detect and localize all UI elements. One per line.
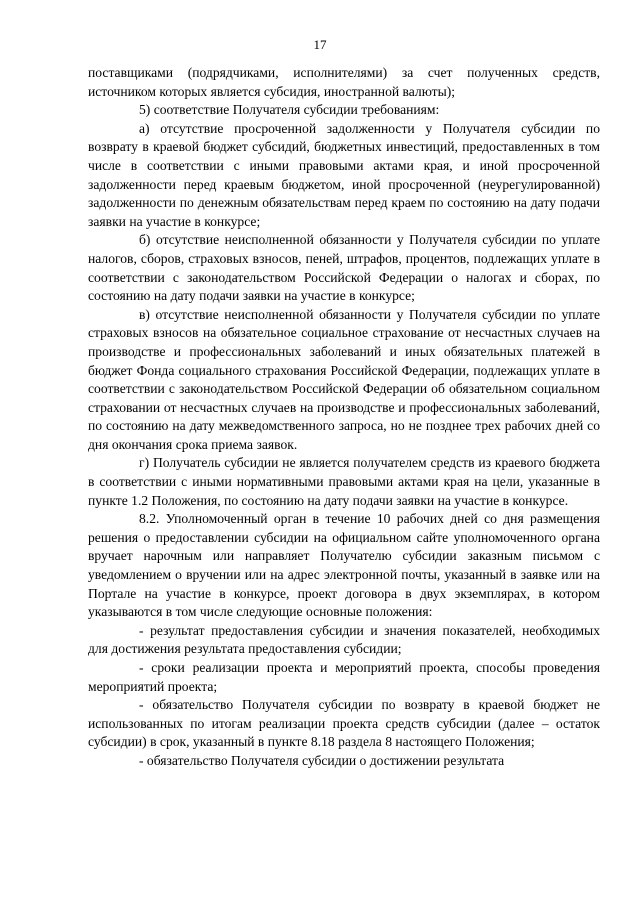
list-item-result: - результат предоставления субсидии и значения показателей, необходимых для достижения результата предоставления субсидии; [88, 622, 600, 657]
list-item-achievement-obligation: - обязательство Получателя субсидии о достижении результата [139, 752, 505, 768]
paragraph-item-v: в) отсутствие неисполненной обязанности у Получателя субсидии по уплате страховых взносов на обязательное социальное страхование от несчастных случаев на производстве и профессиональных заболеваний и иных обязательных платежей в бюджет Фонда социального страхования Российской Федерации, подлежащих уплате в соответствии с законодательством Российской Федерации об обязательном социальном страховании от несчастных случаев на производстве и профессиональных заболеваний, по состоянию на дату межведомственного запроса, но не позднее трех рабочих дней со дня окончания срока приема заявок. [88, 306, 600, 452]
paragraph-item-5: 5) соответствие Получателя субсидии требованиям: [139, 102, 440, 118]
paragraph-item-g: г) Получатель субсидии не является получателем средств из краевого бюджета в соответствии с иными нормативными правовыми актами края на цели, указанные в пункте 1.2 Положения, по состоянию на дату подачи заявки на участие в конкурсе. [88, 455, 600, 508]
paragraph-item-a: а) отсутствие просроченной задолженности у Получателя субсидии по возврату в краевой бюджет субсидий, бюджетных инвестиций, предоставленных в том числе в соответствии с иными правовыми актами края, и иной просроченной задолженности перед краевым бюджетом, иной просроченной (неурегулированной) задолженности по денежным обязательствам перед краем по состоянию на дату подачи заявки на участие в конкурсе; [88, 120, 600, 229]
document-body [88, 64, 600, 771]
paragraph-8-2: 8.2. Уполномоченный орган в течение 10 рабочих дней со дня размещения решения о предоставлении субсидии на официальном сайте уполномоченного органа вручает нарочным или направляет Получателю субсидии заказным письмом с уведомлением о вручении или на адрес электронной почты, указанный в заявке или на Портале на участие в конкурсе, проект договора в двух экземплярах, в котором указываются в том числе следующие основные положения: [88, 511, 600, 620]
list-item-terms: - сроки реализации проекта и мероприятий проекта, способы проведения мероприятий проекта; [88, 660, 600, 694]
list-item-return-obligation: - обязательство Получателя субсидии по возврату в краевой бюджет не использованных по итогам реализации проекта средств субсидии (далее – остаток субсидии) в срок, указанный в пункте 8.18 раздела 8 настоящего Положения; [88, 697, 600, 750]
page-number: 17 [313, 37, 327, 52]
paragraph-continuation: поставщиками (подрядчиками, исполнителями) за счет полученных средств, источником которых является субсидия, иностранной валюты); [88, 65, 600, 99]
paragraph-item-b: б) отсутствие неисполненной обязанности у Получателя субсидии по уплате налогов, сборов, страховых взносов, пеней, штрафов, процентов, подлежащих уплате в соответствии с законодательством Российской Федерации о налогах и сборах, по состоянию на дату подачи заявки на участие в конкурсе; [88, 232, 600, 304]
